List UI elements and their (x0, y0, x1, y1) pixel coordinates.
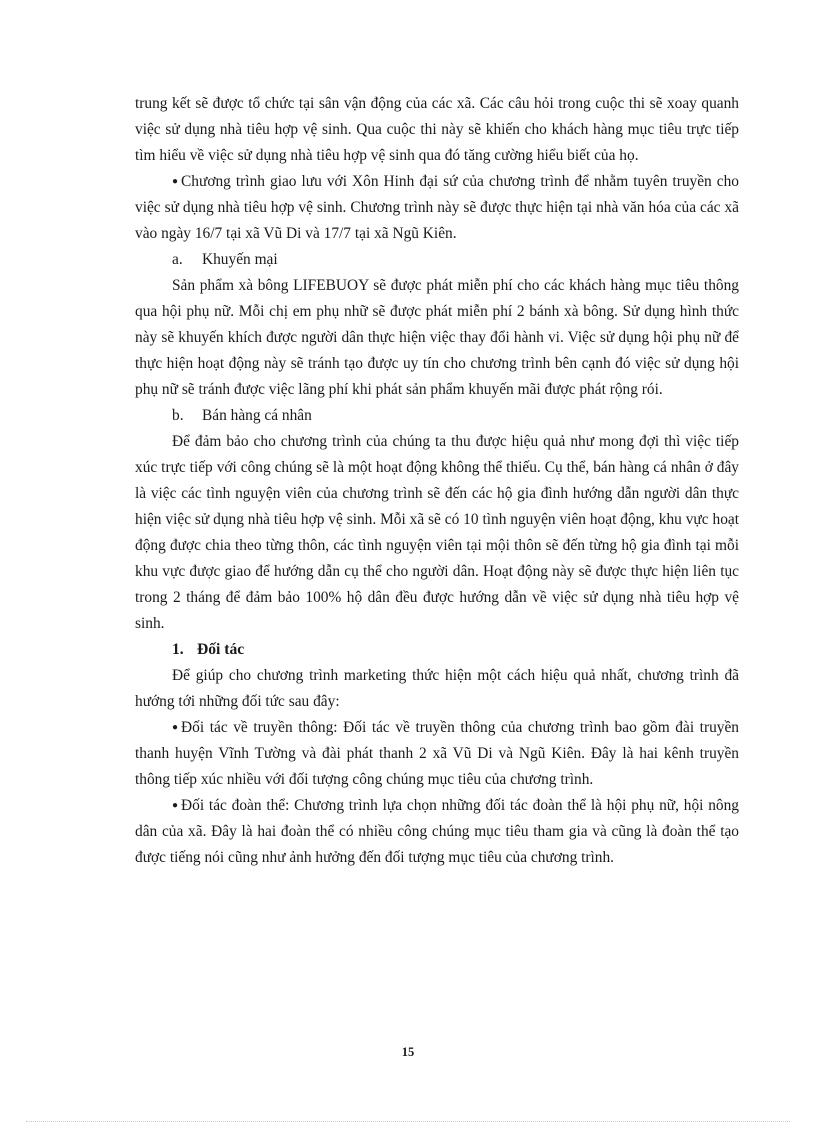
section-title: Đối tác (197, 641, 245, 658)
paragraph-partners-intro: Để giúp cho chương trình marketing thức hiện một cách hiệu quả nhất, chương trình đã hướng tới những đối tức sau đây: (135, 667, 739, 710)
paragraph-media-text: Đối tác về truyền thông: Đối tác về truyền thông của chương trình bao gồm đài truyền thanh huyện Vĩnh Tường và đài phát thanh 2 xã Vũ Di và Ngũ Kiên. Đây là hai kênh truyền thông tiếp xúc nhiều với đối tượng công chúng mục tiêu của chương trình. (135, 719, 739, 788)
subheading-letter: a. (172, 251, 183, 268)
subheading-promotion (135, 247, 739, 273)
section-number: 1. (172, 641, 184, 658)
bullet-icon: ● (172, 176, 179, 187)
bullet-icon: ● (172, 800, 179, 811)
paragraph-promotion: Sản phẩm xà bông LIFEBUOY sẽ được phát miễn phí cho các khách hàng mục tiêu thông qua hội phụ nữ. Mỗi chị em phụ nhữ sẽ được phát miễn phí 2 bánh xà bông. Sử dụng hình thức này sẽ khuyến khích được người dân thực hiện việc thay đổi hành vi. Việc sử dụng hội phụ nữ để thực hiện hoạt động này sẽ tránh tạo được uy tín cho chương trình bên cạnh đó việc sử dụng hội phụ nữ sẽ tránh được việc lãng phí khi phát sản phẩm khuyến mãi được phát rộng rói. (135, 277, 739, 398)
subheading-personal-selling (135, 403, 739, 429)
document-body (135, 91, 739, 871)
paragraph-contest: trung kết sẽ được tổ chức tại sân vận động của các xã. Các câu hỏi trong cuộc thi sẽ xoay quanh việc sử dụng nhà tiêu hợp vệ sinh. Qua cuộc thi này sẽ khiến cho khách hàng mục tiêu trực tiếp tìm hiểu về việc sử dụng nhà tiêu hợp vệ sinh qua đó tăng cường hiểu biết của họ. (135, 95, 739, 164)
paragraph-exchange-program (135, 169, 739, 247)
footer-divider (26, 1121, 790, 1122)
paragraph-media-partners (135, 715, 739, 793)
paragraph-union-text: Đối tác đoàn thể: Chương trình lựa chọn những đối tác đoàn thể là hội phụ nữ, hội nông dân của xã. Đây là hai đoàn thể có nhiều công chúng mục tiêu tham gia và cũng là đoàn thể tạo được tiếng nói cũng như ảnh hưởng đến đối tượng mục tiêu của chương trình. (135, 797, 739, 866)
paragraph-union-partners (135, 793, 739, 871)
paragraph-exchange-text: Chương trình giao lưu với Xôn Hinh đại sứ của chương trình để nhằm tuyên truyền cho việc sử dụng nhà tiêu hợp vệ sinh. Chương trình này sẽ được thực hiện tại nhà văn hóa của các xã vào ngày 16/7 tại xã Vũ Di và 17/7 tại xã Ngũ Kiên. (135, 173, 739, 242)
subheading-letter: b. (172, 407, 184, 424)
subheading-title: Bán hàng cá nhân (202, 407, 312, 424)
subheading-title: Khuyến mại (202, 251, 278, 268)
page-number: 15 (401, 1045, 415, 1059)
paragraph-personal-selling: Để đảm bảo cho chương trình của chúng ta thu được hiệu quả như mong đợi thì việc tiếp xúc trực tiếp với công chúng sẽ là một hoạt động không thể thiếu. Cụ thể, bán hàng cá nhân ở đây là việc các tình nguyện viên của chương trình sẽ đến các hộ gia đình hướng dẫn người dân thực hiện việc sử dụng nhà tiêu hợp vệ sinh. Mỗi xã sẽ có 10 tình nguyện viên hoạt động, khu vực hoạt động được chia theo từng thôn, các tình nguyện viên tại mội thôn sẽ đến từng hộ gia đình tại mỗi khu vực được giao để hướng dẫn cụ thể cho người dân. Hoạt động này sẽ được thực hiện liên tục trong 2 tháng để đảm bảo 100% hộ dân đều được hướng dẫn về việc sử dụng nhà tiêu hợp vệ sinh. (135, 433, 739, 632)
section-heading-partners (135, 637, 739, 663)
bullet-icon: ● (172, 722, 179, 733)
